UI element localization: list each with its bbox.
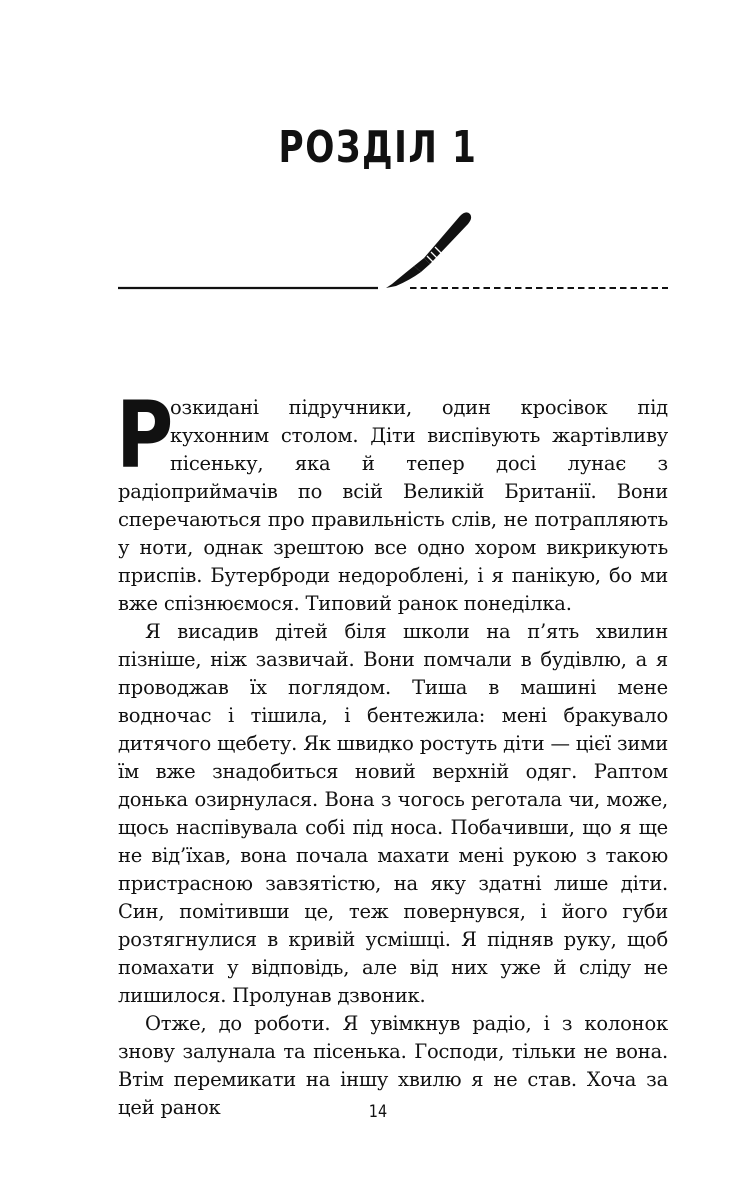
chapter-title: РОЗДІЛ 1 bbox=[278, 122, 478, 173]
paragraph-1-text: озкидані підручники, один кросівок під кухонним столом. Діти виспівують жартівливу пісеньку, яка й тепер досі лунає з радіоприймачів по всій Великій Британії. Вони сперечаються про правильність слів, не потрапляють у ноти, однак зрештою все одно хором викрикують приспів. Бутерброди недороблені, і я панікую, бо ми вже спізнюємося. Типовий ранок понеділка. bbox=[118, 396, 668, 615]
paragraph-1 bbox=[116, 382, 668, 618]
body-text bbox=[116, 382, 668, 1122]
paragraph-2: Я висадив дітей біля школи на п’ять хвилин пізніше, ніж зазвичай. Вони помчали в будівлю, а я проводжав їх поглядом. Тиша в машині мене водночас і тішила, і бентежила: мені бракувало дитячого щебету. Як швидко ростуть діти — цієї зими їм вже знадобиться новий верхній одяг. Раптом донька озирнулася. Вона з чогось реготала чи, може, щось наспівувала собі під носа. Побачивши, що я ще не від’їхав, вона почала махати мені рукою з такою пристрасною завзятістю, на яку здатні лише діти. Син, помітивши це, теж повернувся, і його губи розтягнулися в кривій усмішці. Я підняв руку, щоб помахати у відповідь, але від них уже й сліду не лишилося. Пролунав дзвоник. bbox=[118, 620, 668, 1007]
page-number: 14 bbox=[368, 1102, 388, 1122]
drop-cap: Р bbox=[116, 382, 174, 489]
paragraph-3: Отже, до роботи. Я увімкнув радіо, і з колонок знову залунала та пісенька. Господи, тільки не вона. Втім перемикати на іншу хвилю я не став. Хоча за цей ранок bbox=[118, 1012, 668, 1119]
scalpel-icon bbox=[386, 212, 471, 288]
chapter-ornament bbox=[0, 200, 756, 300]
